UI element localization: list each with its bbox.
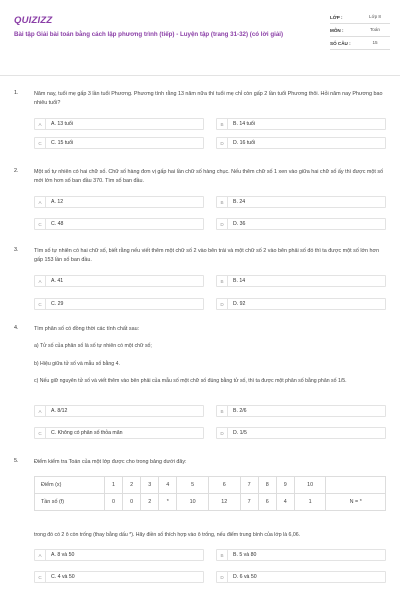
table-cell — [326, 477, 386, 494]
option-letter: A — [35, 406, 46, 417]
table-cell: 0 — [123, 494, 141, 511]
meta-value: Toán — [370, 27, 380, 32]
option-c[interactable] — [34, 298, 204, 310]
question-number: 5. — [14, 458, 19, 464]
table-cell: 12 — [208, 494, 240, 511]
option-letter: A — [35, 276, 46, 287]
option-letter: A — [35, 119, 46, 130]
option-b[interactable] — [216, 405, 386, 417]
option-text: B. 14 tuổi — [233, 121, 255, 127]
option-text: A. 13 tuổi — [51, 121, 73, 127]
option-letter: B — [217, 197, 228, 208]
score-row — [35, 477, 386, 494]
table-cell: 1 — [105, 477, 123, 494]
meta-row-subject — [330, 24, 390, 37]
question-text: Điểm kiểm tra Toán của một lớp được cho trong bảng dưới đây: — [34, 459, 187, 465]
option-d[interactable] — [216, 571, 386, 583]
option-d[interactable] — [216, 298, 386, 310]
option-letter: D — [217, 219, 228, 230]
option-letter: B — [217, 276, 228, 287]
table-cell: * — [159, 494, 177, 511]
table-cell: 4 — [276, 494, 294, 511]
table-cell: 3 — [141, 477, 159, 494]
table-cell: 5 — [177, 477, 209, 494]
option-text: B. 2/6 — [233, 408, 247, 414]
option-d[interactable] — [216, 218, 386, 230]
option-a[interactable] — [34, 405, 204, 417]
question-condition: b) Hiệu giữa tử số và mẫu số bằng 4. — [34, 361, 120, 367]
table-cell: 7 — [240, 494, 258, 511]
option-c[interactable] — [34, 571, 204, 583]
question-text: Tìm số tự nhiên có hai chữ số, biết rằng nếu viết thêm một chữ số 2 vào bên trái và một chữ số 2 vào bên phải số đó thì ta được một số lớn hơn gấp 153 lần số ban đầu. — [34, 248, 380, 263]
option-text: B. 24 — [233, 199, 246, 205]
option-text: B. 14 — [233, 278, 246, 284]
question-number: 2. — [14, 168, 19, 174]
option-letter: D — [217, 572, 228, 583]
question-text: Một số tự nhiên có hai chữ số. Chữ số hàng đơn vị gấp hai lần chữ số hàng chục. Nếu thêm chữ số 1 xen vào giữa hai chữ số ấy thì được một số mới lớn hơn số ban đầu 370. Tìm số ban đầu. — [34, 169, 384, 184]
option-letter: C — [35, 138, 46, 149]
question-number: 4. — [14, 325, 19, 331]
frequency-row — [35, 494, 386, 511]
meta-row-count — [330, 37, 390, 50]
table-cell: 2 — [123, 477, 141, 494]
option-a[interactable] — [34, 118, 204, 130]
table-cell: 1 — [294, 494, 326, 511]
meta-key: LỚP : — [330, 15, 343, 20]
meta-row-class — [330, 11, 390, 24]
question-text: Năm nay, tuổi mẹ gấp 3 lần tuổi Phương. Phương tính rằng 13 năm nữa thì tuổi mẹ chỉ còn gấp 2 lần tuổi Phương thôi. Hỏi năm nay Phương bao nhiêu tuổi? — [34, 91, 383, 106]
option-text: C. 15 tuổi — [51, 140, 74, 146]
option-c[interactable] — [34, 137, 204, 149]
table-cell: 6 — [208, 477, 240, 494]
option-text: A. 12 — [51, 199, 64, 205]
question-text-continued: trong đó có 2 ô còn trống (thay bằng dấu *). Hãy điền số thích hợp vào ô trống, nếu điểm trung bình của lớp là 6,06. — [34, 532, 301, 538]
page-title: Bài tập Giải bài toán bằng cách lập phương trình (tiếp) - Luyện tập (trang 31-32) (có lời giải) — [14, 31, 284, 38]
option-a[interactable] — [34, 275, 204, 287]
option-b[interactable] — [216, 118, 386, 130]
option-text: C. 48 — [51, 221, 64, 227]
table-cell: N = * — [326, 494, 386, 511]
option-c[interactable] — [34, 218, 204, 230]
option-text: D. 36 — [233, 221, 246, 227]
question-number: 3. — [14, 247, 19, 253]
option-letter: A — [35, 197, 46, 208]
option-text: D. 6 và 50 — [233, 574, 257, 580]
option-text: D. 92 — [233, 301, 246, 307]
option-a[interactable] — [34, 196, 204, 208]
meta-key: MÔN : — [330, 28, 344, 33]
table-cell: 10 — [294, 477, 326, 494]
option-b[interactable] — [216, 275, 386, 287]
option-text: D. 16 tuổi — [233, 140, 256, 146]
table-cell: 10 — [177, 494, 209, 511]
option-letter: A — [35, 550, 46, 561]
table-cell: Tần số (f) — [35, 494, 105, 511]
option-letter: D — [217, 428, 228, 439]
option-d[interactable] — [216, 137, 386, 149]
table-cell: 6 — [258, 494, 276, 511]
question-condition: c) Nếu giữ nguyên tử số và viết thêm vào bên phải của mẫu số một chữ số đúng bằng tử số, thì ta được một phân số bằng phân số 1/5. — [34, 378, 347, 384]
question-number: 1. — [14, 90, 19, 96]
option-letter: B — [217, 119, 228, 130]
table-cell: 9 — [276, 477, 294, 494]
table-cell: 2 — [141, 494, 159, 511]
option-letter: C — [35, 572, 46, 583]
table-cell: 8 — [258, 477, 276, 494]
option-text: B. 5 và 80 — [233, 552, 257, 558]
question-condition: a) Tử số của phân số là số tự nhiên có một chữ số; — [34, 343, 152, 349]
score-table — [34, 476, 386, 511]
option-c[interactable] — [34, 427, 204, 439]
table-cell: 0 — [105, 494, 123, 511]
table-cell: 7 — [240, 477, 258, 494]
option-letter: B — [217, 406, 228, 417]
option-text: A. 41 — [51, 278, 64, 284]
option-letter: C — [35, 299, 46, 310]
header-divider — [0, 75, 400, 76]
option-text: D. 1/5 — [233, 430, 247, 436]
option-b[interactable] — [216, 549, 386, 561]
option-letter: B — [217, 550, 228, 561]
option-text: C. 29 — [51, 301, 64, 307]
table-cell: Điểm (x) — [35, 477, 105, 494]
option-letter: C — [35, 428, 46, 439]
option-a[interactable] — [34, 549, 204, 561]
option-letter: D — [217, 138, 228, 149]
option-d[interactable] — [216, 427, 386, 439]
meta-key: SỐ CÂU : — [330, 41, 351, 46]
option-text: C. Không có phân số thỏa mãn — [51, 430, 123, 436]
quizizz-logo: QUIZIZZ — [14, 15, 53, 26]
meta-value: Lớp 8 — [369, 14, 381, 19]
meta-box — [330, 11, 390, 50]
option-b[interactable] — [216, 196, 386, 208]
option-letter: D — [217, 299, 228, 310]
option-letter: C — [35, 219, 46, 230]
option-text: C. 4 và 50 — [51, 574, 75, 580]
option-text: A. 8/12 — [51, 408, 68, 414]
meta-value: 15 — [372, 40, 378, 45]
question-text: Tìm phân số có đồng thời các tính chất sau: — [34, 326, 140, 332]
table-cell: 4 — [159, 477, 177, 494]
option-text: A. 8 và 50 — [51, 552, 75, 558]
